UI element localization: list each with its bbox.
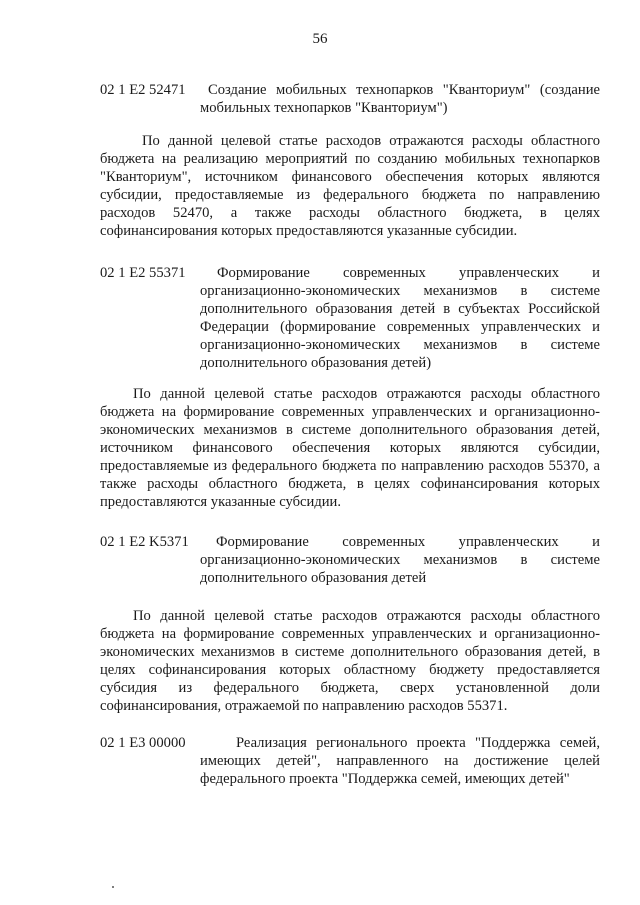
- page-number: 56: [312, 31, 328, 47]
- budget-article-entry: [100, 734, 600, 788]
- description-paragraph: По данной целевой статье расходов отражаются расходы областного бюджета на формирование современных управленческих и организационно-экономических механизмов в системе дополнительного образования детей, источником финансового обеспечения которых являются субсидии, предоставляемые из федерального бюджета по направлению расходов 55370, а также расходы областного бюджета, в целях софинансирования которых предоставляются указанные субсидии.: [100, 386, 600, 510]
- description-paragraph: По данной целевой статье расходов отражаются расходы областного бюджета на формирование современных управленческих и организационно-экономических механизмов в системе дополнительного образования детей, в целях софинансирования которых областному бюджету предоставляется субсидия из федерального бюджета, сверх установленной доли софинансирования, отражаемой по направлению расходов 55371.: [100, 608, 600, 714]
- scan-speck: [112, 886, 114, 888]
- description-paragraph: По данной целевой статье расходов отражаются расходы областного бюджета на реализацию мероприятий по созданию мобильных технопарков "Кванториум", источником финансового обеспечения которых являются субсидии, предоставляемые из федерального бюджета по направлению расходов 52470, а также расходы областного бюджета, в целях софинансирования которых предоставляются указанные субсидии.: [100, 133, 600, 239]
- article-code: 02 1 E3 00000: [100, 735, 186, 751]
- article-title: Реализация регионального проекта "Поддержка семей, имеющих детей", направленного на достижение целей федерального проекта "Поддержка семей, имеющих детей": [200, 735, 600, 787]
- article-title: Формирование современных управленческих и организационно-экономических механизмов в системе дополнительного образования детей: [200, 534, 600, 586]
- article-code: 02 1 E2 K5371: [100, 534, 189, 550]
- article-title: Формирование современных управленческих и организационно-экономических механизмов в системе дополнительного образования детей в субъектах Российской Федерации (формирование современных управленческих и организационно-экономических механизмов в системе дополнительного образования детей): [200, 265, 600, 371]
- article-code: 02 1 E2 55371: [100, 265, 186, 281]
- budget-article-entry: [100, 81, 600, 117]
- article-title: Создание мобильных технопарков "Кванториум" (создание мобильных технопарков "Кванториум"): [200, 82, 600, 116]
- budget-article-entry: [100, 533, 600, 587]
- article-code: 02 1 E2 52471: [100, 82, 186, 98]
- budget-article-entry: [100, 264, 600, 372]
